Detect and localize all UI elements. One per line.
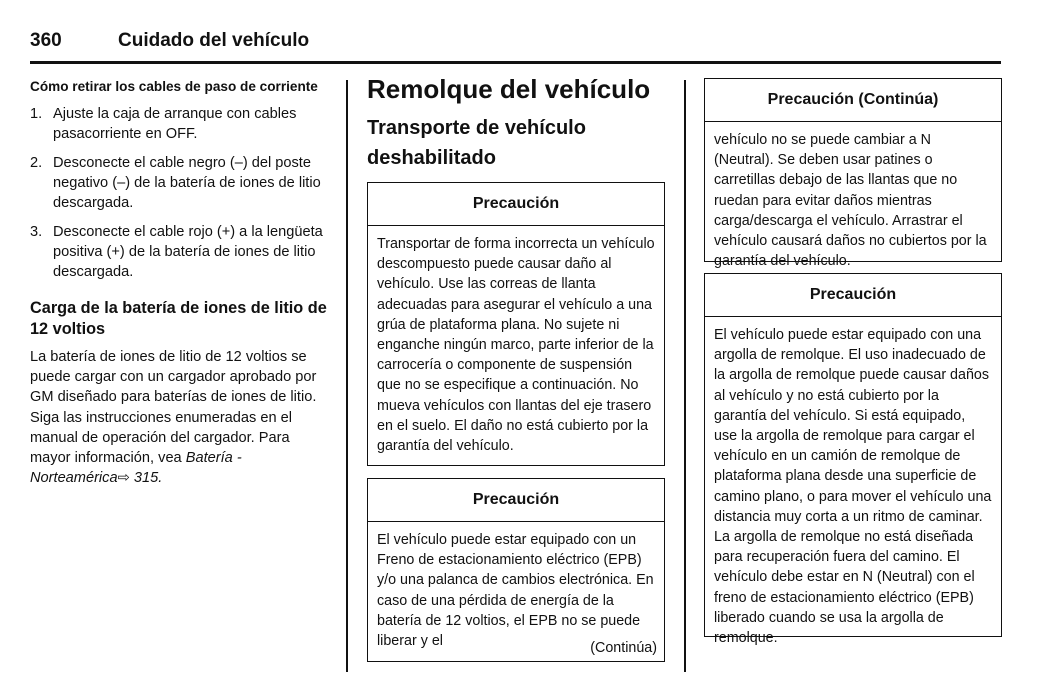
caution-box-continued (704, 78, 1002, 270)
caution-body: vehículo no se puede cambiar a N (Neutral). Se deben usar patines o carretillas debajo de las llantas que no ruedan para evitar daños mientras carga/descarga el vehículo. Arrastrar el vehículo causará daños no cubiertos por la garantía del vehículo. (714, 132, 987, 270)
arrow-right-icon: ⇨ (117, 470, 130, 487)
jumper-removal-steps (30, 104, 328, 291)
battery-charging-paragraph (30, 347, 330, 488)
step-number: 2. (30, 155, 43, 171)
caution-box-tow-eye (704, 273, 1002, 647)
step-text: Desconecte el cable rojo (+) a la lengüeta positiva (+) de la batería de iones de litio descargada. (53, 224, 323, 280)
caution-header: Precaución (368, 479, 664, 522)
page-number: 360 (30, 30, 62, 51)
step-text: Desconecte el cable negro (–) del poste negativo (–) de la batería de iones de litio descargada. (53, 155, 321, 211)
header-rule (30, 61, 1001, 64)
caution-box-epb (367, 478, 665, 662)
reference-page: 315. (133, 470, 163, 487)
step-text: Ajuste la caja de arranque con cables pasacorriente en OFF. (53, 106, 297, 142)
caution-header: Precaución (705, 274, 1001, 317)
caution-header: Precaución (Continúa) (705, 79, 1001, 122)
step-item (30, 153, 328, 213)
paragraph-text: La batería de iones de litio de 12 voltios se puede cargar con un cargador aprobado por GM diseñado para baterías de iones de litio. Siga las instrucciones enumeradas en el manual de operación del cargador. Para mayor información, vea (30, 349, 317, 467)
step-number: 3. (30, 224, 43, 240)
continued-label: (Continúa) (590, 640, 657, 656)
section-title: Cuidado del vehículo (118, 30, 310, 51)
caution-body: El vehículo puede estar equipado con un Freno de estacionamiento eléctrico (EPB) y/o una palanca de cambios electrónica. En caso de una pérdida de energía de la batería de 12 voltios, el EPB no se puede liberar y el (377, 532, 654, 650)
battery-charging-heading: Carga de la batería de iones de litio de 12 voltios (30, 299, 327, 338)
step-item (30, 104, 328, 144)
towing-title: Remolque del vehículo (367, 74, 651, 104)
reference-title: Batería - Norteamérica (30, 450, 242, 487)
caution-body: Transportar de forma incorrecta un vehículo descompuesto puede causar daño al vehículo. Use las correas de llanta adecuadas para asegurar el vehículo a una grúa de plataforma plana. No sujete ni enganche ningún marco, parte inferior de la carrocería o componente de suspensión que no se especifique a continuación. No mueva vehículos con llantas del eje trasero en el suelo. El daño no está cubierto por la garantía del vehículo. (377, 236, 655, 455)
column-divider-right (684, 80, 686, 672)
step-item (30, 222, 328, 282)
caution-box-transport (367, 182, 665, 466)
disabled-transport-subtitle: Transporte de vehículo deshabilitado (367, 117, 586, 169)
caution-header: Precaución (368, 183, 664, 226)
step-number: 1. (30, 106, 43, 122)
column-divider-left (346, 80, 348, 672)
jumper-removal-subtitle: Cómo retirar los cables de paso de corriente (30, 79, 318, 94)
caution-body: El vehículo puede estar equipado con una argolla de remolque. El uso inadecuado de la argolla de remolque puede causar daños al vehículo y no está cubierto por la garantía del vehículo. Si está equipado, use la argolla de remolque para cargar el vehículo en un camión de remolque de plataforma plana desde una superficie de camino plano, o para mover el vehículo una distancia muy corta a un ritmo de caminar. La argolla de remolque no está diseñada para recuperación fuera del camino. El vehículo debe estar en N (Neutral) con el freno de estacionamiento eléctrico (EPB) liberado cuando se usa la argolla de remolque. (714, 327, 992, 647)
